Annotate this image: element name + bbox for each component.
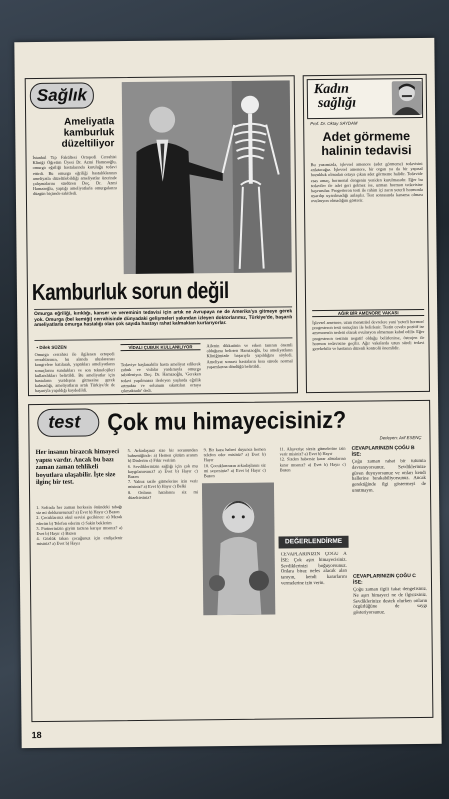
page-number: 18 <box>31 729 42 741</box>
kadin-logo-line2: sağlığı <box>317 95 357 112</box>
test-badge-text: test <box>48 411 81 432</box>
test-intro: Her insanın birazcık himayeci yapısı vardır. Ancak bu bazı zaman zaman tehlikeli boyutlara ulaşabilir. İşte size ilginç bir test. <box>35 448 120 487</box>
baby-illustration <box>202 483 275 616</box>
column-2: Tedaviye başlanabilir hasta ameliyat edilerek çubuk ve vidalar yardımıyla omurga sabitleniyor. Doç. Dr. Hamzaoğlu, 'Gereken tedavi yapılmazsa ilerleyen yaşlarda eğrilik artmakta ve solunum sıkıntıları ortaya çıkmaktadır' dedi. <box>120 361 201 394</box>
subhead: VİDALI ÇUBUK KULLANILIYOR <box>120 343 200 351</box>
result-c-body: Çoğu zaman ilgili fakat dengelisiniz. Ne aşırı himayeci ne de ilgisizsiniz. Sevdiklerinize destek olurken onların özgürlüğüne de saygı gösteriyorsunuz. <box>353 586 428 616</box>
doctor-skeleton-photo <box>122 80 292 274</box>
question-column-4: 11. Alışverişe sizsiz gitmelerine izin verir misiniz? a) Evet b) Hayır 12. Sizden habersiz karar almalarına kızar mısınız? a) Evet b) Hayır c) Bazen <box>279 445 346 473</box>
magazine-page <box>14 38 441 748</box>
kadin-logo-line1: Kadın <box>313 81 349 98</box>
kadin-sagligi-article <box>303 74 430 393</box>
result-c-heading: CEVAPLARINIZIN ÇOĞU C İSE: <box>352 573 416 586</box>
kadin-headline: Adet görmeme halinin tedavisi <box>321 129 412 159</box>
kadin-body-1: Bu yazımızda, işlevsel amenore (adet görmeme) tedavisini anlatacağız. İşlevsel amenore, bir organ ya da bir yapısal bozukluk olmadan ortaya çıkan adet görmeme halidir. Tedavide esas amaç, hormonal dengenin yeniden kurulmasıdır. Eğer bu tedaviler ile adet geri gelmez ise, uzman hormon tedavisine başvurulur. Progesteron testi ile rahim içi zarın yeterli hormonla uyarılıp uyarılmadığı anlaşılır. Test sonrasında kanama olması ovulasyon olmadığını gösterir. <box>310 160 423 204</box>
headline: Kamburluk sorun değil <box>31 276 229 306</box>
author-portrait <box>392 81 422 115</box>
kadin-byline: Prof. Dr. Oktay SAYDAM <box>310 120 358 127</box>
question-column-3: 9. Bir kaza haberi duyunca hemen telefon eder misiniz? a) Evet b) Hayır 10. Çocuklarınızın arkadaşlarını siz mi seçersiniz? a) Evet b) Hayır c) Bazen <box>203 446 266 479</box>
byline: • Dilek SÜZEN <box>36 344 67 351</box>
intro-text: İstanbul Tıp Fakültesi Ortopedi Cerrahisi Kliniği Öğretim Üyesi Dr. Azmi Hamzaoğlu, omurga eğriliği hastalarında kuruluğu tedavi ettirdi. Bu omurga eğriliği hastalıklarının ameliyatla düzeltilebildiği ameliyatlar üzerinde çalışmalarını sürdüren Doç. Dr. Azmi Hamzaoğlu, yaptığı ameliyatlarla omurgalarını düzgün biçimde sabitledi. <box>32 154 117 197</box>
evaluation-heading: DEĞERLENDİRME <box>279 536 349 549</box>
portrait-illustration <box>392 81 422 115</box>
deck: Omurga eğriliği, kırıklığı, kanser ve vereminin tedavisi için artık ne Avrupaya ne de Amerika'ya gitmeye gerek yok. Omurga (bel kemiği) cerrahisinde dünyadaki gelişmeleri yakından izleyen doktorlarımız, Türkiye'de, başarılı ameliyatlarla omurga hastalığı olan çok sayıda hastayı rahat kalmaktan kurtarıyorlar. <box>34 309 293 329</box>
kadin-body-2: İşlevsel amenore, uzun menstrüel devrelere yani 'yeterli hormon' progesteron testi sonuçları ile belirlenir. Testin cevabı pozitif ise amenorenin nedeni olarak ovulasyon olmaması kabul edilir. Eğer progesteron testinin negatif olduğu belirlenirse, östrojen ile hormon tedavisine geçilir. Ağır vakalarda uzun süreli tedavi gerekebilir ve hastanın düzenli kontrolü önemlidir. <box>312 318 425 352</box>
saglik-logo <box>30 82 94 109</box>
baby-photo <box>202 483 275 616</box>
result-b-body: Çoğu zaman rahat bir tutumla davranıyorsunuz. Sevdiklerinize güven duyuyorsunuz ve onları kendi hallerine bırakabiliyorsunuz. Ancak gerektiğinde ilgi göstermeyi de unutmayın. <box>351 458 426 494</box>
deck-text <box>34 306 292 341</box>
result-b-heading: CEVAPLARINIZIN ÇOĞU B İSE: <box>351 445 415 458</box>
saglik-article <box>25 75 298 396</box>
column-3: Ailenin dikkatinin ve erken tanının önemli olduğunu belirten Hamzaoğlu, bu ameliyatların Kliniğimizde başarıyla yapıldığını söyledi. Ameliyat sonrası hastaların kısa sürede normal yaşamlarına döndüğü belirtildi. <box>206 342 293 370</box>
kadin-logo <box>307 78 423 119</box>
saglik-logo-text: Sağlık <box>36 85 88 105</box>
test-article <box>28 400 433 722</box>
question-column-1: 1. Sofrada her zaman herkesin önündeki tabağı siz mi doldurursunuz? a) Evet b) Hayır c) Bazen 2. Çocuklarınız okul servisi gecikince: a) Merak ederim b) Telefon ederim c) Sakin beklerim 3. Partnerinizin giyim tarzına karışır mısınız? a) Evet b) Hayır c) Bazen 4. Gözlük takan çocuğunuz için endişelenir misiniz? a) Evet b) Hayır <box>36 504 123 547</box>
kicker: Ameliyatla kamburluk düzeltiliyor <box>61 116 115 150</box>
test-byline: Derleyen: Arif ESENÇ <box>379 434 422 441</box>
kadin-subhead: AĞIR BİR AMENORE VAKASI <box>312 309 424 317</box>
test-headline: Çok mu himayecisiniz? <box>107 406 347 437</box>
question-column-2: 5. Arkadaşınız size bir sorunundan bahsettiğinde: a) Hemen çözüm ararım b) Dinlerim c) Fikir veririm 6. Sevdiklerinizin sağlığı için çok mu kaygılanırsınız? a) Evet b) Hayır c) Bazen 7. Yalnız tatile gitmelerine izin verir misiniz? a) Evet b) Hayır c) Belki 8. Onların hatalarını siz mi düzeltirsiniz? <box>127 447 199 500</box>
column-1: Omurga cerrahisi ile ilgilenen ortopedi cerrahlarının, bu alanda uluslararası kongrelere katılarak, yaptıkları ameliyatların sonuçlarını sundukları ve son teknolojileri kullandıkları belirtildi. Bu ameliyatlar için hastaların yurtdışına gitmesine gerek kalmadığı, ameliyatların artık Türkiye'de de başarıyla yapıldığı kaydedildi. <box>34 351 115 394</box>
evaluation-body: CEVAPLARINIZIN ÇOĞU A İSE: Çok aşırı himayecisiniz. Sevdiklerinizi boğuyorsunuz. Onlara biraz nefes alacak alan tanıyın, kendi kararlarını vermelerine izin verin. <box>280 551 347 587</box>
photo-illustration <box>122 80 292 274</box>
test-badge <box>37 408 99 437</box>
